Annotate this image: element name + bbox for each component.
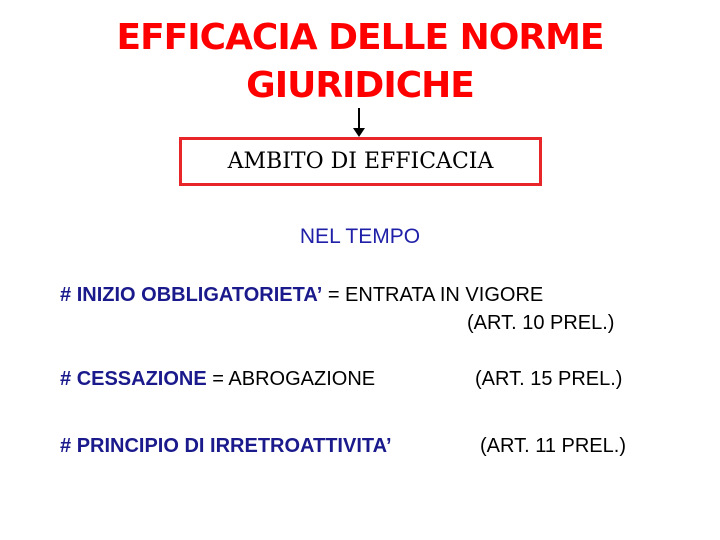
item-bullet: # — [60, 368, 72, 390]
item-rest-text: = ABROGAZIONE — [212, 368, 376, 390]
item-bullet: # — [60, 284, 72, 306]
efficacy-box-label: AMBITO DI EFFICACIA — [227, 149, 494, 174]
slide-title-line-2: GIURIDICHE — [246, 65, 474, 106]
item-rest-text: = ENTRATA IN VIGORE — [327, 284, 544, 306]
item-bullet: # — [60, 435, 72, 457]
item-reference: (ART. 15 PREL.) — [475, 368, 623, 390]
arrow-down-icon — [353, 128, 365, 137]
list-item-cessazione — [60, 366, 375, 392]
item-reference: (ART. 11 PREL.) — [480, 435, 626, 457]
item-reference: (ART. 10 PREL.) — [467, 312, 615, 334]
subheading: NEL TEMPO — [299, 225, 421, 248]
efficacy-box — [179, 137, 542, 186]
list-item-irretroattivita — [60, 433, 392, 459]
item-bold-text: CESSAZIONE — [76, 368, 207, 390]
item-bold-text: INIZIO OBBLIGATORIETA’ — [76, 284, 323, 306]
item-bold-text: PRINCIPIO DI IRRETROATTIVITA’ — [76, 435, 392, 457]
list-item-inizio — [60, 282, 543, 308]
slide-title-line-1: EFFICACIA DELLE NORME — [116, 17, 604, 58]
